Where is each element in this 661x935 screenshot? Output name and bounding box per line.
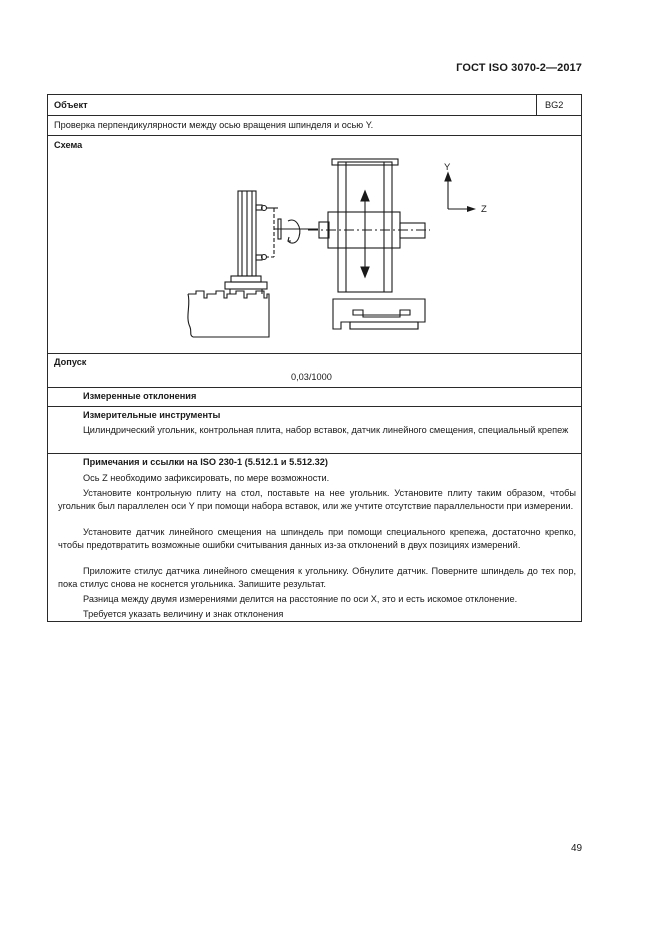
object-code: BG2 <box>545 100 564 110</box>
notes-label: Примечания и ссылки на ISO 230-1 (5.512.1 и 5.512.32) <box>83 457 328 467</box>
divider <box>48 387 581 388</box>
scheme-label: Схема <box>54 140 83 150</box>
axis-z-label: Z <box>481 204 487 215</box>
tolerance-value: 0,03/1000 <box>291 372 332 382</box>
instruments-label: Измерительные инструменты <box>83 410 221 420</box>
page-number: 49 <box>571 843 583 854</box>
divider <box>48 115 581 116</box>
notes-paragraph: Разница между двумя измерениями делится на расстояние по оси X, это и есть искомое отклонение. <box>83 594 518 604</box>
divider <box>48 406 581 407</box>
divider <box>48 453 581 454</box>
object-label: Объект <box>54 100 88 110</box>
document-code: ГОСТ ISO 3070-2—2017 <box>456 62 582 74</box>
tolerance-label: Допуск <box>54 357 87 367</box>
object-code-cell <box>536 95 582 116</box>
divider <box>48 353 581 354</box>
test-sheet-table <box>47 94 582 622</box>
notes-paragraph: Установите датчик линейного смещения на шпиндель при помощи специального крепежа, достаточно крепко, чтобы предотвратить возможные ошибки считывания данных из-за отклонений в двух позициях измерений. <box>58 527 576 550</box>
notes-paragraph: Приложите стилус датчика линейного смещения к угольнику. Обнулите датчик. Поверните шпиндель до тех пор, пока стилус снова не коснется угольника. Запишите результат. <box>58 566 576 589</box>
notes-paragraph: Установите контрольную плиту на стол, поставьте на нее угольник. Установите плиту таким образом, чтобы угольник был параллелен оси Y при помощи набора вставок, или же учтите отсутствие параллельности при измерении. <box>58 488 576 511</box>
divider <box>48 135 581 136</box>
scheme-diagram <box>178 157 487 349</box>
object-description: Проверка перпендикулярности между осью вращения шпинделя и осью Y. <box>54 120 374 130</box>
instruments-text: Цилиндрический угольник, контрольная плита, набор вставок, датчик линейного смещения, специальный крепеж <box>83 425 569 435</box>
notes-paragraph: Требуется указать величину и знак отклонения <box>83 609 284 619</box>
axis-y-label: Y <box>444 162 451 173</box>
measured-deviations-label: Измеренные отклонения <box>83 391 197 401</box>
notes-paragraph: Ось Z необходимо зафиксировать, по мере возможности. <box>83 473 330 483</box>
